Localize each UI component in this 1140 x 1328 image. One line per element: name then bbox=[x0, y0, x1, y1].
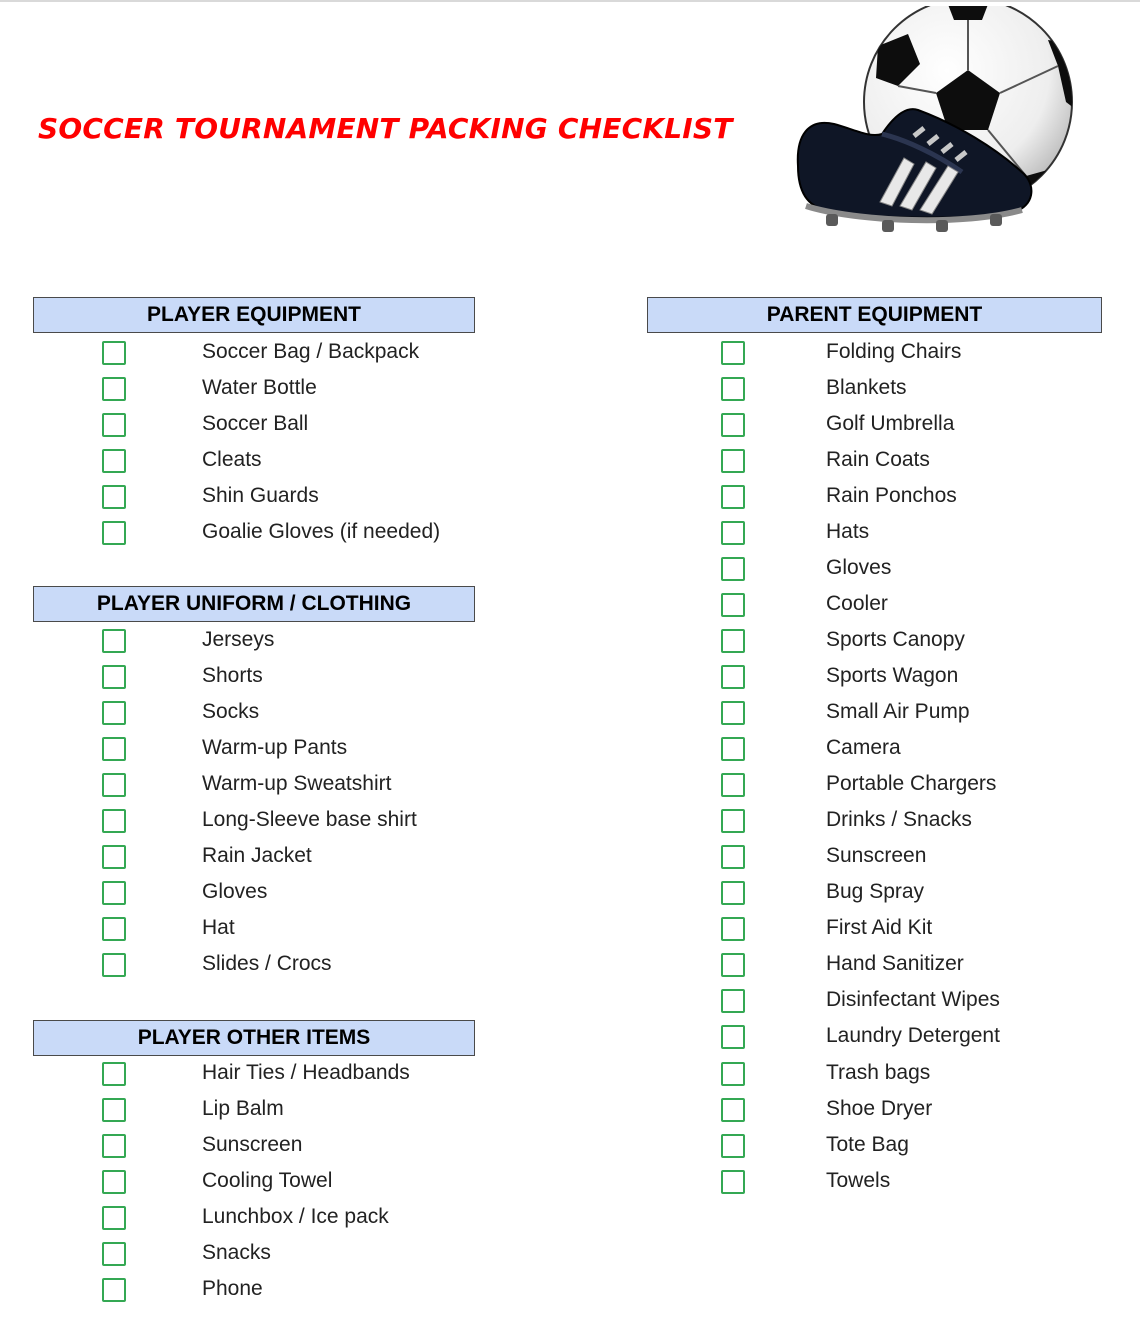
item-label: Cooler bbox=[826, 592, 888, 615]
item-label: Towels bbox=[826, 1169, 891, 1192]
checkbox[interactable] bbox=[102, 1098, 126, 1122]
checkbox[interactable] bbox=[102, 917, 126, 941]
item-label: Shorts bbox=[202, 664, 263, 687]
item-label: Tote Bag bbox=[826, 1133, 909, 1156]
checkbox[interactable] bbox=[721, 449, 745, 473]
checkbox[interactable] bbox=[102, 1134, 126, 1158]
item-label: Sports Wagon bbox=[826, 664, 959, 687]
item-label: Blankets bbox=[826, 376, 907, 399]
section-header: PLAYER EQUIPMENT bbox=[33, 297, 475, 333]
checkbox[interactable] bbox=[721, 557, 745, 581]
item-label: Jerseys bbox=[202, 628, 275, 651]
item-label: Drinks / Snacks bbox=[826, 808, 972, 831]
item-label: Hand Sanitizer bbox=[826, 952, 964, 975]
checkbox[interactable] bbox=[102, 701, 126, 725]
item-label: Lip Balm bbox=[202, 1097, 284, 1120]
item-label: Disinfectant Wipes bbox=[826, 988, 1000, 1011]
checkbox[interactable] bbox=[721, 953, 745, 977]
checkbox[interactable] bbox=[102, 1242, 126, 1266]
item-label: Phone bbox=[202, 1277, 263, 1300]
checkbox[interactable] bbox=[102, 881, 126, 905]
checkbox[interactable] bbox=[102, 809, 126, 833]
item-label: Gloves bbox=[826, 556, 892, 579]
section-header: PLAYER UNIFORM / CLOTHING bbox=[33, 586, 475, 622]
item-label: Lunchbox / Ice pack bbox=[202, 1205, 389, 1228]
item-label: Goalie Gloves (if needed) bbox=[202, 520, 441, 543]
checkbox[interactable] bbox=[102, 485, 126, 509]
checkbox[interactable] bbox=[721, 881, 745, 905]
checkbox[interactable] bbox=[102, 341, 126, 365]
page-title: SOCCER TOURNAMENT PACKING CHECKLIST bbox=[38, 112, 733, 145]
checkbox[interactable] bbox=[721, 1098, 745, 1122]
checkbox[interactable] bbox=[721, 665, 745, 689]
checkbox[interactable] bbox=[102, 953, 126, 977]
checkbox[interactable] bbox=[102, 665, 126, 689]
item-label: Camera bbox=[826, 736, 901, 759]
checkbox[interactable] bbox=[721, 485, 745, 509]
item-label: First Aid Kit bbox=[826, 916, 933, 939]
item-label: Long-Sleeve base shirt bbox=[202, 808, 417, 831]
item-label: Cooling Towel bbox=[202, 1169, 333, 1192]
checkbox[interactable] bbox=[721, 1134, 745, 1158]
checkbox[interactable] bbox=[102, 1278, 126, 1302]
checkbox[interactable] bbox=[721, 1170, 745, 1194]
checkbox[interactable] bbox=[102, 773, 126, 797]
checkbox[interactable] bbox=[102, 845, 126, 869]
checkbox[interactable] bbox=[721, 809, 745, 833]
checkbox[interactable] bbox=[721, 1062, 745, 1086]
item-label: Snacks bbox=[202, 1241, 271, 1264]
soccer-ball-and-cleat-illustration bbox=[786, 6, 1086, 258]
checkbox[interactable] bbox=[102, 737, 126, 761]
item-label: Gloves bbox=[202, 880, 268, 903]
item-label: Soccer Bag / Backpack bbox=[202, 340, 420, 363]
checkbox[interactable] bbox=[721, 773, 745, 797]
checkbox[interactable] bbox=[102, 1170, 126, 1194]
checkbox[interactable] bbox=[721, 1025, 745, 1049]
item-label: Sunscreen bbox=[826, 844, 927, 867]
section-header: PARENT EQUIPMENT bbox=[647, 297, 1102, 333]
item-label: Warm-up Pants bbox=[202, 736, 348, 759]
checkbox[interactable] bbox=[721, 917, 745, 941]
checkbox[interactable] bbox=[721, 737, 745, 761]
item-label: Portable Chargers bbox=[826, 772, 997, 795]
item-label: Hair Ties / Headbands bbox=[202, 1061, 410, 1084]
item-label: Rain Ponchos bbox=[826, 484, 957, 507]
checkbox[interactable] bbox=[102, 1206, 126, 1230]
top-rule bbox=[0, 0, 1140, 2]
item-label: Small Air Pump bbox=[826, 700, 970, 723]
checkbox[interactable] bbox=[721, 629, 745, 653]
item-label: Slides / Crocs bbox=[202, 952, 332, 975]
item-label: Rain Coats bbox=[826, 448, 930, 471]
checkbox[interactable] bbox=[102, 629, 126, 653]
section-header: PLAYER OTHER ITEMS bbox=[33, 1020, 475, 1056]
item-label: Cleats bbox=[202, 448, 262, 471]
checkbox[interactable] bbox=[102, 413, 126, 437]
item-label: Hats bbox=[826, 520, 870, 543]
checkbox[interactable] bbox=[721, 845, 745, 869]
checkbox[interactable] bbox=[102, 449, 126, 473]
checkbox[interactable] bbox=[102, 521, 126, 545]
item-label: Laundry Detergent bbox=[826, 1024, 1000, 1047]
checkbox[interactable] bbox=[721, 593, 745, 617]
item-label: Hat bbox=[202, 916, 235, 939]
item-label: Socks bbox=[202, 700, 260, 723]
checkbox[interactable] bbox=[721, 521, 745, 545]
item-label: Folding Chairs bbox=[826, 340, 962, 363]
checkbox[interactable] bbox=[721, 413, 745, 437]
item-label: Water Bottle bbox=[202, 376, 317, 399]
item-label: Sunscreen bbox=[202, 1133, 303, 1156]
item-label: Golf Umbrella bbox=[826, 412, 955, 435]
item-label: Trash bags bbox=[826, 1061, 931, 1084]
item-label: Soccer Ball bbox=[202, 412, 309, 435]
checkbox[interactable] bbox=[102, 1062, 126, 1086]
item-label: Rain Jacket bbox=[202, 844, 312, 867]
item-label: Shin Guards bbox=[202, 484, 319, 507]
checkbox[interactable] bbox=[721, 701, 745, 725]
checkbox[interactable] bbox=[721, 341, 745, 365]
checkbox[interactable] bbox=[102, 377, 126, 401]
item-label: Sports Canopy bbox=[826, 628, 965, 651]
item-label: Warm-up Sweatshirt bbox=[202, 772, 392, 795]
item-label: Shoe Dryer bbox=[826, 1097, 933, 1120]
checkbox[interactable] bbox=[721, 989, 745, 1013]
item-label: Bug Spray bbox=[826, 880, 925, 903]
checkbox[interactable] bbox=[721, 377, 745, 401]
